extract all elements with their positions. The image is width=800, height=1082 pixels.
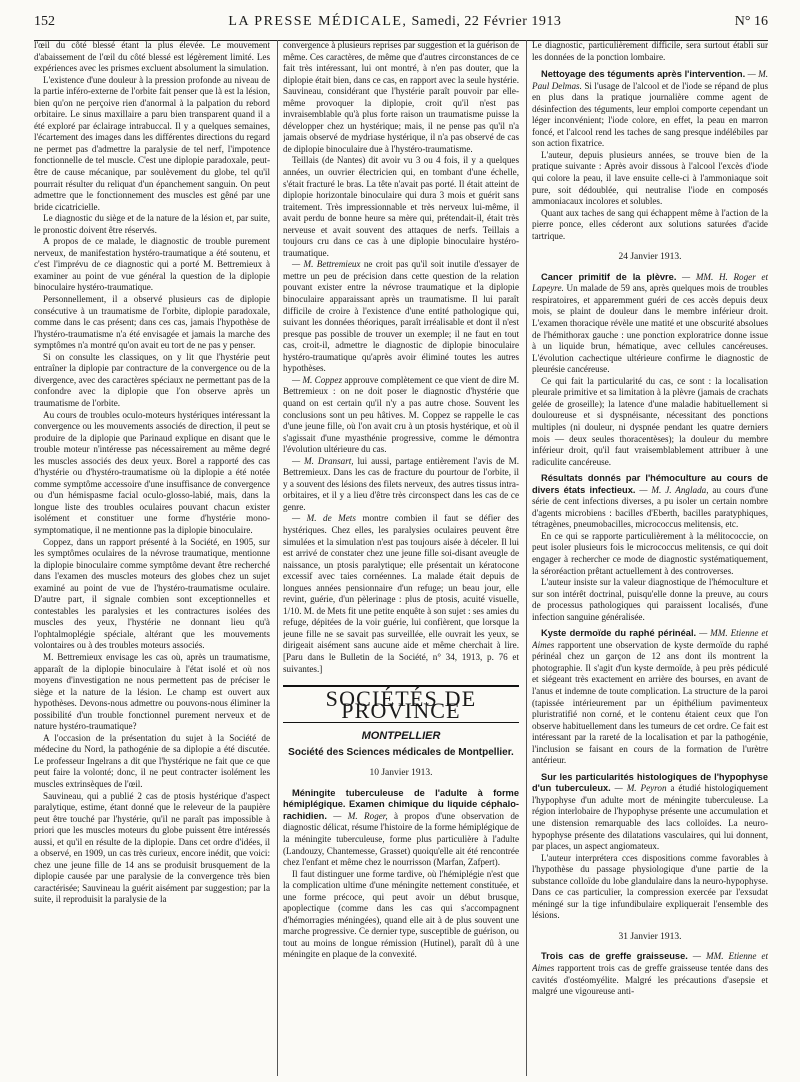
paragraph: Le diagnostic du siège et de la nature de la lésion et, par suite, le pronostic doivent être réservés. — [34, 213, 270, 235]
column-divider — [277, 40, 278, 1076]
paragraph: l'œil du côté blessé étant la plus élevée. Le mouvement d'abaissement de l'œil du côté blessé est légèrement limité. Les expériences avec les prismes excluent absolument la simulation. — [34, 40, 270, 74]
paragraph: Le diagnostic, particulièrement difficile, sera surtout établi sur les données de la ponction lombaire. — [532, 40, 768, 62]
paragraph-text: Un malade de 59 ans, après quelques mois de troubles respiratoires, et apparemment guéri de ces accès depuis deux mois, se plaint de douleur dans le membre inférieur droit. L'examen thoracique révèle une matité et une obscurité absolues de l'hémithorax gauche : une ponction exploratrice donne issue à un liquide brun, hématique, avec cellules cancéreuses. L'évolution cachectique ultérieure confirme le diagnostic de pleurésie cancéreuse. — [532, 283, 768, 375]
journal-title — [228, 14, 561, 30]
journal-name: LA PRESSE MÉDICALE, — [228, 14, 408, 29]
paragraph: convergence à plusieurs reprises par suggestion et la guérison de même. Ces caractères, de même que d'autres circonstances de ce fait très intéressant, lui ont montré, à n'en pas douter, que la diplopie était bien, dans ce cas, en rapport avec la seule hystérie. Sauvineau, considérant que l'hystérie paraît pouvoir par elle-même provoquer la diplopie, croit qu'il n'est pas invraisemblable qu'à plus forte raison un traumatisme puisse la développer chez un hystérique; mais, il ne pense pas qu'il n'a jamais observé de mydriase hystérique, il n'a pas observé de cas de diplopie binoculaire due à l'hystéro-traumatisme. — [283, 40, 519, 154]
paper-heading: Méningite tuberculeuse de l'adulte à forme hémiplégique. Examen chimique du liquide céphalo-rachidien. — [283, 787, 519, 821]
paragraph-text: rapportent trois cas de greffe graisseuse tentée dans des cavités d'ostéomyélite. Malgré les précautions d'asepsie et malgré une vigoureuse anti- — [532, 963, 768, 997]
society-name: Société des Sciences médicales de Montpellier. — [288, 746, 514, 758]
speaker-name: — M. Peyron — [610, 783, 667, 794]
paragraph-text: a étudié histologiquement l'hypophyse d'un adulte mort de méningite tuberculeuse. La région interlobaire de l'hypophyse présente une accumulation et une distension remarquable des lacs colloïdes. La neuro-hypophyse présente des dilatations vasculaires, qui lui donnent, par places, un aspect angiomateux. — [532, 783, 768, 852]
paragraph: L'auteur interprétera cces dispositions comme favorables à l'hypothèse du passage physiologique d'une partie de la substance colloïde du lobe glandulaire dans la neuro-hypophyse. Dans ce cas particulier, la compression exercée par l'exsudat méningé sur la tige infundibulaire expliquerait l'ensemble des lésions. — [532, 852, 768, 921]
paragraph — [532, 951, 768, 997]
paragraph — [532, 272, 768, 376]
paragraph — [532, 772, 768, 853]
paragraph — [283, 456, 519, 514]
speaker-name: — M. de Mets — [292, 513, 356, 524]
paper-heading: Trois cas de greffe graisseuse. — [541, 951, 688, 962]
paragraph: Ce qui fait la particularité du cas, ce sont : la localisation pleurale primitive et sa limitation à la plèvre (jamais de crachats gelée de groseille); la latence d'une maladie habituellement si douloureuse et si dyspnéisante, nécessitant des ponctions multiples (ni douleur, ni dyspnée pendant les quatre derniers mois — deux seules thoracentèses); la douleur du membre inférieur droit, qu'il faut vraisemblablement attribuer à une radiculite cancéreuse. — [532, 375, 768, 467]
paragraph — [532, 473, 768, 531]
paragraph-text: Si l'usage de l'alcool et de l'iode se répand de plus en plus dans la pratique journalière comme agent de désinfection des téguments, leur emploi comporte cependant un léger inconvénient; l'iode colore, en effet, la peau en marron foncé, et l'alcool rend les taches de sang presque indélébiles par son action fixatrice. — [532, 80, 768, 149]
paragraph — [532, 628, 768, 767]
paragraph-text: rapportent une observation de kyste dermoïde du raphé périnéal chez un garçon de 12 ans dont ils montrent la photographie. Il s'agit d'un kyste dermoïde, à peu près pédiculé et siégeant très exactement en arrière des bourses, en avant de l'anus et indemne de toute complication. La structure de la paroi (tapissée intérieurement par un épithélium pavimenteux pluristratifié non corné, et le contenu étaient ceux que l'on observe habituellement dans les tumeurs de cet ordre. Ce fait est intéressant par la rareté de la localisation et par la pathogénie, l'inclusion se faisant en cours de la formation de l'urètre antérieur. — [532, 639, 768, 766]
speaker-name: — MM. Etienne et Aimes — [532, 951, 768, 974]
section-banner: SOCIÉTÉS DE PROVINCE — [283, 685, 519, 723]
column-2 — [283, 40, 519, 1076]
speaker-name: — M. Roger, — [326, 810, 388, 821]
speaker-name: — M. Coppez — [292, 374, 343, 385]
paragraph — [283, 788, 519, 869]
paragraph: L'auteur, depuis plusieurs années, se trouve bien de la pratique suivante : Après avoir dissous à l'alcool l'excès d'iode qui colore la peau, il lave ensuite celle-ci à l'ammoniaque soit pure, soit dédoublée, qui neutralise l'iode en composés ammoniacaux incolores et solubles. — [532, 149, 768, 207]
speaker-name: — MM. Etienne et Aimes — [532, 628, 768, 650]
paragraph-text: montre combien il faut se défier des hystériques. Chez elles, les paralysies oculaires peuvent être simulées et la simulation n'est pas toujours aisée à déceler. Il lui est arrivé de constater chez une jeune fille soi-disant aveugle de naissance, un ptosis paralytique; elle présentait un kératocone excessif avec taies cornéennes. La malade était depuis de longues années pensionnaire d'un refuge; un beau jour, elle revint, guérie, d'un pèlerinage : plus de ptosis, acuité visuelle, 1/10. M. de Mets fit une petite enquête à son sujet : ses amies du refuge, dépitées de la voir guérie, lui confièrent, que lorsque la jeune fille ne se savait pas surveillée, elle ouvrait les yeux, se dirigeait aisément sans aucune aide et même cherchait à lire. [Paru dans le Bulletin de la Société, n° 34, 1913, p. 76 et suivantes.] — [283, 513, 519, 674]
paper-heading: Sur les particularités histologiques de l'hypophyse d'un tuberculeux. — [532, 771, 768, 794]
column-3 — [532, 40, 768, 1076]
speaker-name: — M. Dransart, — [292, 455, 354, 466]
speaker-name: — M. Bettremieux — [292, 259, 361, 270]
paper-heading: Résultats donnés par l'hémoculture au cours de divers états infectieux. — [532, 473, 768, 495]
column-1 — [34, 40, 270, 1076]
paragraph: Si on consulte les classiques, on y lit que l'hystérie peut entraîner la diplopie par contracture de la convergence ou de la divergence, avec des caractères spéciaux ne permettant pas de la confondre avec la diplopie que l'on observe après un traumatisme de l'orbite. — [34, 351, 270, 408]
paper-heading: Cancer primitif de la plèvre. — [541, 271, 677, 282]
session-date: 24 Janvier 1913. — [618, 252, 682, 263]
paragraph-text: au cours d'une série de cent infections diverses, a pu isoler un certain nombre d'agents microbiens : bacilles d'Eberth, bacilles paratyphiques, tétragènes, pneumobacilles, micrococcus melitensis, etc. — [532, 484, 768, 530]
city-heading: MONTPELLIER — [361, 730, 441, 743]
paragraph: Coppez, dans un rapport présenté à la Société, en 1905, sur les symptômes oculaires de la névrose traumatique, mentionne la diplopie binoculaire comme symptôme devant être recherché dans l'examen des muscles moteurs des globes chez un sujet examiné au point de vue de l'hystéro-traumatisme oculaire. D'autre part, il signale combien sont exceptionnelles et contestables les paralysies et les contractures isolées des muscles des yeux, l'hystérie ne donnant lieu qu'à l'ophtalmoplégie spéciale, altérant que les mouvements volontaires ou à des troubles moteurs associés. — [34, 536, 270, 651]
paragraph: L'auteur insiste sur la valeur diagnostique de l'hémoculture et sur son intérêt doctrinal, puisqu'elle donne la preuve, au cours de processus pathologiques qui paraissent localisés, d'une infection sanguine généralisée. — [532, 577, 768, 622]
article-columns — [34, 40, 768, 1076]
page-header — [34, 14, 768, 41]
paragraph — [283, 513, 519, 675]
paragraph: L'existence d'une douleur à la pression profonde au niveau de la partie inféro-externe de l'orbite fait penser que là est la lésion, bien qu'on ne perçoive rien d'anormal à la palpation du rebord orbitaire. Le sinus maxillaire a paru bien transparent quand il a été exploré par éclairage intrabuccal. Il y a quelques semaines, l'écartement des images dans les différentes directions du regard ne permet pas d'admettre la paralysie de tel nerf, l'impotence fonctionnelle de tel muscle. C'est une diplopie paradoxale, peut-être de cause mécanique, par soulèvement du globe, tel qu'il pourrait résulter du reliquat d'un épanchement sanguin. On peut admettre que le fonctionnement des muscles est gêné par une bride cicatricielle. — [34, 74, 270, 212]
page-number: 152 — [34, 14, 55, 29]
session-date: 31 Janvier 1913. — [618, 931, 682, 942]
speaker-name: — MM. H. Roger et Lapeyre. — [532, 271, 768, 294]
paragraph: A l'occasion de la présentation du sujet à la Société de médecine du Nord, la pathogénie de sa diplopie a été discutée. Le professeur Ingelrans a dit que l'hystérique ne fait que ce que peut faire la volonté; donc, il ne peut contracter isolément les muscles extrinsèques de l'œil. — [34, 732, 270, 789]
issue-date: Samedi, 22 Février 1913 — [411, 14, 562, 29]
paragraph: Teillais (de Nantes) dit avoir vu 3 ou 4 fois, il y a quelques années, un ouvrier électricien qui, en tombant d'une échelle, s'était fracturé le bras. La tête n'avait pas porté. Il était atteint de diplopie horizontale binoculaire qui dura 3 mois et guérit sans traitement. Très impressionnable et très nerveux lui-même, il avait perdu de bonne heure sa mère qui, prétendait-il, était très nerveuse et avait souvent des attaques de nerfs. Teillais a toujours cru dans ce cas à une diplopie binoculaire hystéro-traumatique. — [283, 155, 519, 258]
paragraph: En ce qui se rapporte particulièrement à la mélitococcie, on peut isoler plusieurs fois le micrococcus melitensis, ce qui doit engager à rechercher ce mode de diagnostic systématiquement, la séroréaction prêtant actuellement à des controverses. — [532, 530, 768, 576]
speaker-name: — M. Paul Delmas. — [532, 69, 768, 91]
paragraph: M. Bettremieux envisage les cas où, après un traumatisme, apparaît de la diplopie binoculaire à l'état isolé et où nos moyens d'investigation ne nous permettent pas de préciser le siège et la nature de la lésion. Le champ est ouvert aux hypothèses. Devons-nous admettre ou pouvons-nous éliminer la possibilité d'un trouble fonctionnel purement nerveux et de nature hystéro-traumatique? — [34, 651, 270, 732]
paper-heading: Nettoyage des téguments après l'intervention. — [541, 69, 746, 80]
paragraph-text: à propos d'une observation de diagnostic délicat, résume l'histoire de la forme hémiplégique de la méningite tuberculeuse, forme plus particulière à l'adulte (Landouzy, Chantemesse, Grasset) quoiqu'elle ait été rencontrée chez l'enfant et même chez le nourrisson (Marfan, Zafpert). — [283, 810, 519, 868]
paragraph — [283, 375, 519, 456]
session-date: 10 Janvier 1913. — [369, 768, 433, 779]
speaker-name: — M. J. Anglada, — [635, 484, 709, 495]
paragraph: A propos de ce malade, le diagnostic de trouble purement nerveux, de manifestation hystéro-traumatique a été soutenu, et c'est l'imprévu de ce diagnostic qui a porté M. Bettremieux à examiner au point de vue général la question de la diplopie binoculaire hystéro-traumatique. — [34, 236, 270, 293]
issue-number: N° 16 — [734, 14, 768, 29]
paragraph — [283, 259, 519, 374]
paragraph: Personnellement, il a observé plusieurs cas de diplopie consécutive à un traumatisme de l'orbite, diplopie paradoxale, comme dans le cas présent; dans ces cas, jamais l'hypothèse de l'hystéro-traumatisme n'a été envisagée et jamais la marche des symptômes n'a montré qu'on avait eu tort de ne pas y penser. — [34, 294, 270, 351]
paper-heading: Kyste dermoïde du raphé périnéal. — [541, 628, 697, 639]
paragraph — [532, 69, 768, 150]
column-divider — [526, 40, 527, 1076]
paragraph: Au cours de troubles oculo-moteurs hystériques intéressant la convergence ou les mouvements associés de direction, il peut se produire de la diplopie que Parinaud explique en disant que le trouble moteur n'intéresse pas nécessairement au même degré les muscles associés des deux yeux. Borel a rapporté des cas d'hystérie ou d'hystéro-traumatisme où la diplopie a été notée comme symptôme accessoire d'une insuffisance de convergence ou d'un hémispasme facial oculo-glosso-labié, mais, dans la longue liste des troubles oculaires pouvant chacun exister isolément et constituer une forme d'hystérie mono-symptomatique, il ne mentionne pas la diplopie binoculaire. — [34, 409, 270, 535]
paragraph-text: approuve complètement ce que vient de dire M. Bettremieux : on ne doit poser le diagnostic d'hystérie que quand on est certain qu'il n'y a pas autre chose. Souvent les conclusions sont un peu hâtives. M. Coppez se rappelle le cas d'une jeune fille, où l'on avait cru à un ptosis hystérique, et où il s'agissait d'une myasthénie progressive, comme le démontra l'évolution ultérieure du cas. — [283, 374, 519, 455]
paragraph: Quant aux taches de sang qui échappent même à l'action de la pierre ponce, elles céderont aux solutions saturées d'acide tartrique. — [532, 207, 768, 241]
paragraph-text: lui aussi, partage entièrement l'avis de M. Bettremieux. Dans les cas de fracture du pourtour de l'orbite, il y a souvent des lésions des filets nerveux, des autres tissus intra-orbitaires, et il y a lieu d'être très circonspect dans les cas de ce genre. — [283, 455, 519, 512]
paragraph: Sauvineau, qui a publié 2 cas de ptosis hystérique d'aspect paralytique, estime, étant donné que le releveur de la paupière peut être touché par l'hystérie, qu'il ne paraît pas impossible à priori que les muscles moteurs du globe puissent être intéressés aussi, et qu'il en résulte de la diplopie. Dans cet ordre d'idées, il a observé, en 1909, un cas très curieux, encore inédit, que voici: chez une jeune fille de 14 ans se produisit brusquement de la diplopie causée par une paralysie de la convergence très bien caractérisée; Sauvineau la guérit aisément par suggestion; par la suite, il reproduisit la paralysie de la — [34, 790, 270, 905]
paragraph: Il faut distinguer une forme tardive, où l'hémiplégie n'est que la complication ultime d'une méningite nettement constituée, et une forme précoce, qui peut avoir un début brusque, apoplectique (comme dans les cas qui s'accompagnent d'hémorragies méningées), quand elle ait à de plus souvent une marche progressive. Ce dernier type, susceptible de guérison, ou tout au moins de longue rémission (Hutinel), paraît dû à une méningite en plaque de la convexité. — [283, 868, 519, 960]
paragraph-text: ne croit pas qu'il soit inutile d'essayer de mettre un peu de précision dans cette question de la relation pouvant exister entre la névrose traumatique et la diplopie binoculaire apparaissant après un traumatisme. Il lui paraît difficile de croire à l'existence d'une entité pathologique qui, suivant les données théoriques, paraît irréalisable et dont il n'est presque pas possible de trouver un exemple; il ne faut en tout cas, croit-il, admettre le diagnostic de diplopie binoculaire hystéro-traumatique qu'après avoir éliminé toutes les autres hypothèses. — [283, 259, 519, 374]
